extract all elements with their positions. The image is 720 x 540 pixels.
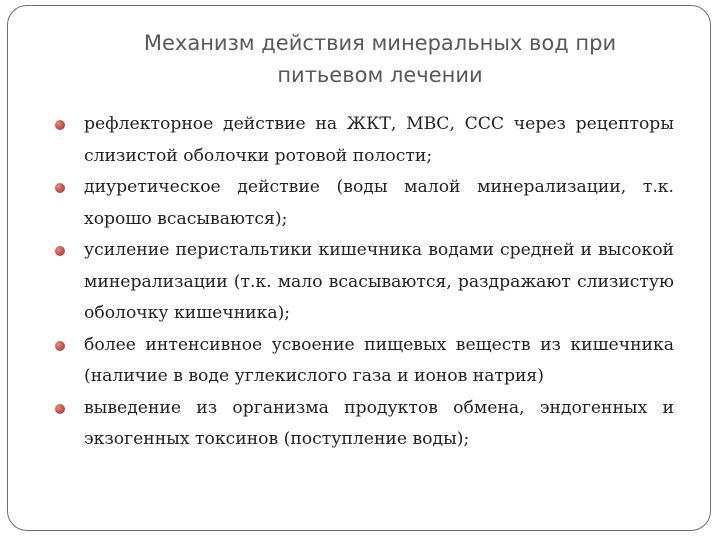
- bullet-item: [28, 235, 674, 330]
- round-bullet-icon: [55, 120, 65, 130]
- bullet-text: диуретическое действие (воды малой минерализации, т.к. хорошо всасываются);: [84, 177, 674, 229]
- round-bullet-icon: [55, 246, 65, 256]
- slide-title-line-2: питьевом лечении: [277, 63, 483, 87]
- bullet-text: рефлекторное действие на ЖКТ, МВС, ССС через рецепторы слизистой оболочки ротовой полости;: [84, 114, 674, 166]
- bullet-text: усиление перистальтики кишечника водами средней и высокой минерализации (т.к. мало всасываются, раздражают слизистую оболочку кишечника);: [84, 240, 674, 323]
- bullet-text: более интенсивное усвоение пищевых веществ из кишечника (наличие в воде углекислого газа и ионов натрия): [84, 334, 674, 386]
- bullet-text: выведение из организма продуктов обмена, эндогенных и экзогенных токсинов (поступление воды);: [84, 397, 674, 449]
- slide-title-line-1: Механизм действия минеральных вод при: [143, 31, 617, 55]
- slide-title: [60, 27, 700, 91]
- round-bullet-icon: [55, 183, 65, 193]
- bullet-item: [28, 109, 674, 172]
- bullet-list: [28, 109, 674, 456]
- bullet-item: [28, 330, 674, 393]
- round-bullet-icon: [55, 341, 65, 351]
- bullet-item: [28, 172, 674, 235]
- round-bullet-icon: [55, 404, 65, 414]
- bullet-item: [28, 393, 674, 456]
